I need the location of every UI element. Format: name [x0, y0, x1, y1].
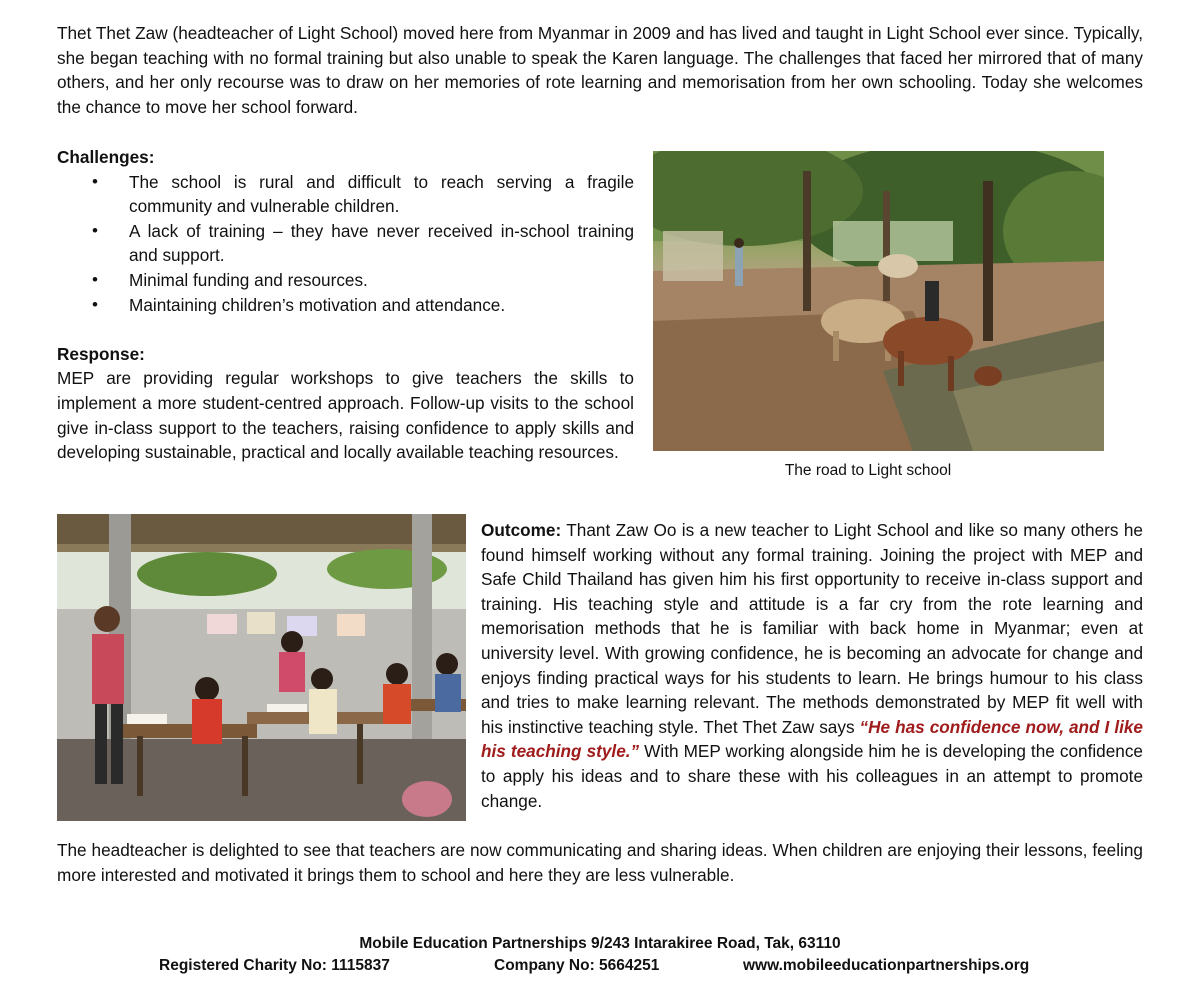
outcome-heading: Outcome:	[481, 520, 562, 540]
closing-paragraph: The headteacher is delighted to see that teachers are now communicating and sharing ideas. When children are enjoying their lessons, feeling more interested and motivated it brings them to school and here they are less vulnerable.	[57, 840, 1143, 885]
challenges-list	[57, 170, 634, 318]
footer-website: www.mobileeducationpartnerships.org	[743, 957, 1030, 974]
left-column	[57, 145, 634, 465]
challenge-item: • A lack of training – they have never received in-school training and support.	[57, 219, 634, 268]
footer-registration-line	[0, 955, 1200, 977]
road-photo	[653, 151, 1104, 451]
classroom-photo	[57, 514, 466, 821]
footer-address: Mobile Education Partnerships 9/243 Intarakiree Road, Tak, 63110	[359, 935, 841, 952]
footer	[0, 933, 1200, 977]
headteacher-quote: “He has confidence now, and I like his teaching style.”	[481, 716, 1143, 762]
response-heading: Response:	[57, 343, 145, 364]
road-photo-caption: The road to Light school	[784, 462, 952, 479]
footer-company-number: Company No: 5664251	[494, 957, 660, 974]
response-paragraph: MEP are providing regular workshops to give teachers the skills to implement a more student-centred approach. Follow-up visits to the school give in-class support to the teachers, raising confidence to apply skills and developing sustainable, practical and locally available teaching resources.	[57, 368, 634, 463]
challenges-heading: Challenges:	[57, 147, 155, 167]
outcome-text-after-quote: With MEP working alongside him he is developing the confidence to apply his ideas and to share these with his colleagues in an attempt to promote change.	[481, 741, 1143, 811]
outcome-paragraph	[481, 518, 1143, 813]
challenge-item: • The school is rural and difficult to reach serving a fragile community and vulnerable children.	[57, 170, 634, 219]
challenge-item: • Minimal funding and resources.	[57, 268, 634, 293]
challenge-item: • Maintaining children’s motivation and attendance.	[57, 293, 634, 318]
outcome-text-before-quote: Thant Zaw Oo is a new teacher to Light School and like so many others he found himself working without any formal training. Joining the project with MEP and Safe Child Thailand has given him his first opportunity to receive in-class support and training. His teaching style and attitude is a far cry from the rote learning and memorisation methods that he is familiar with back home in Myanmar; even at university level. With growing confidence, he is becoming an advocate for change and enjoys finding practical ways for his students to learn. He brings humour to his class and tries to make learning relevant. The methods demonstrated by MEP fit well with his instinctive teaching style. Thet Thet Zaw says	[481, 520, 1143, 737]
footer-charity-number: Registered Charity No: 1115837	[159, 957, 390, 974]
intro-paragraph: Thet Thet Zaw (headteacher of Light School) moved here from Myanmar in 2009 and has lived and taught in Light School ever since. Typically, she began teaching with no formal training but also unable to speak the Karen language. The challenges that faced her mirrored that of many others, and her only recourse was to draw on her memories of rote learning and memorisation from her own schooling. Today she welcomes the chance to move her school forward.	[57, 23, 1143, 117]
